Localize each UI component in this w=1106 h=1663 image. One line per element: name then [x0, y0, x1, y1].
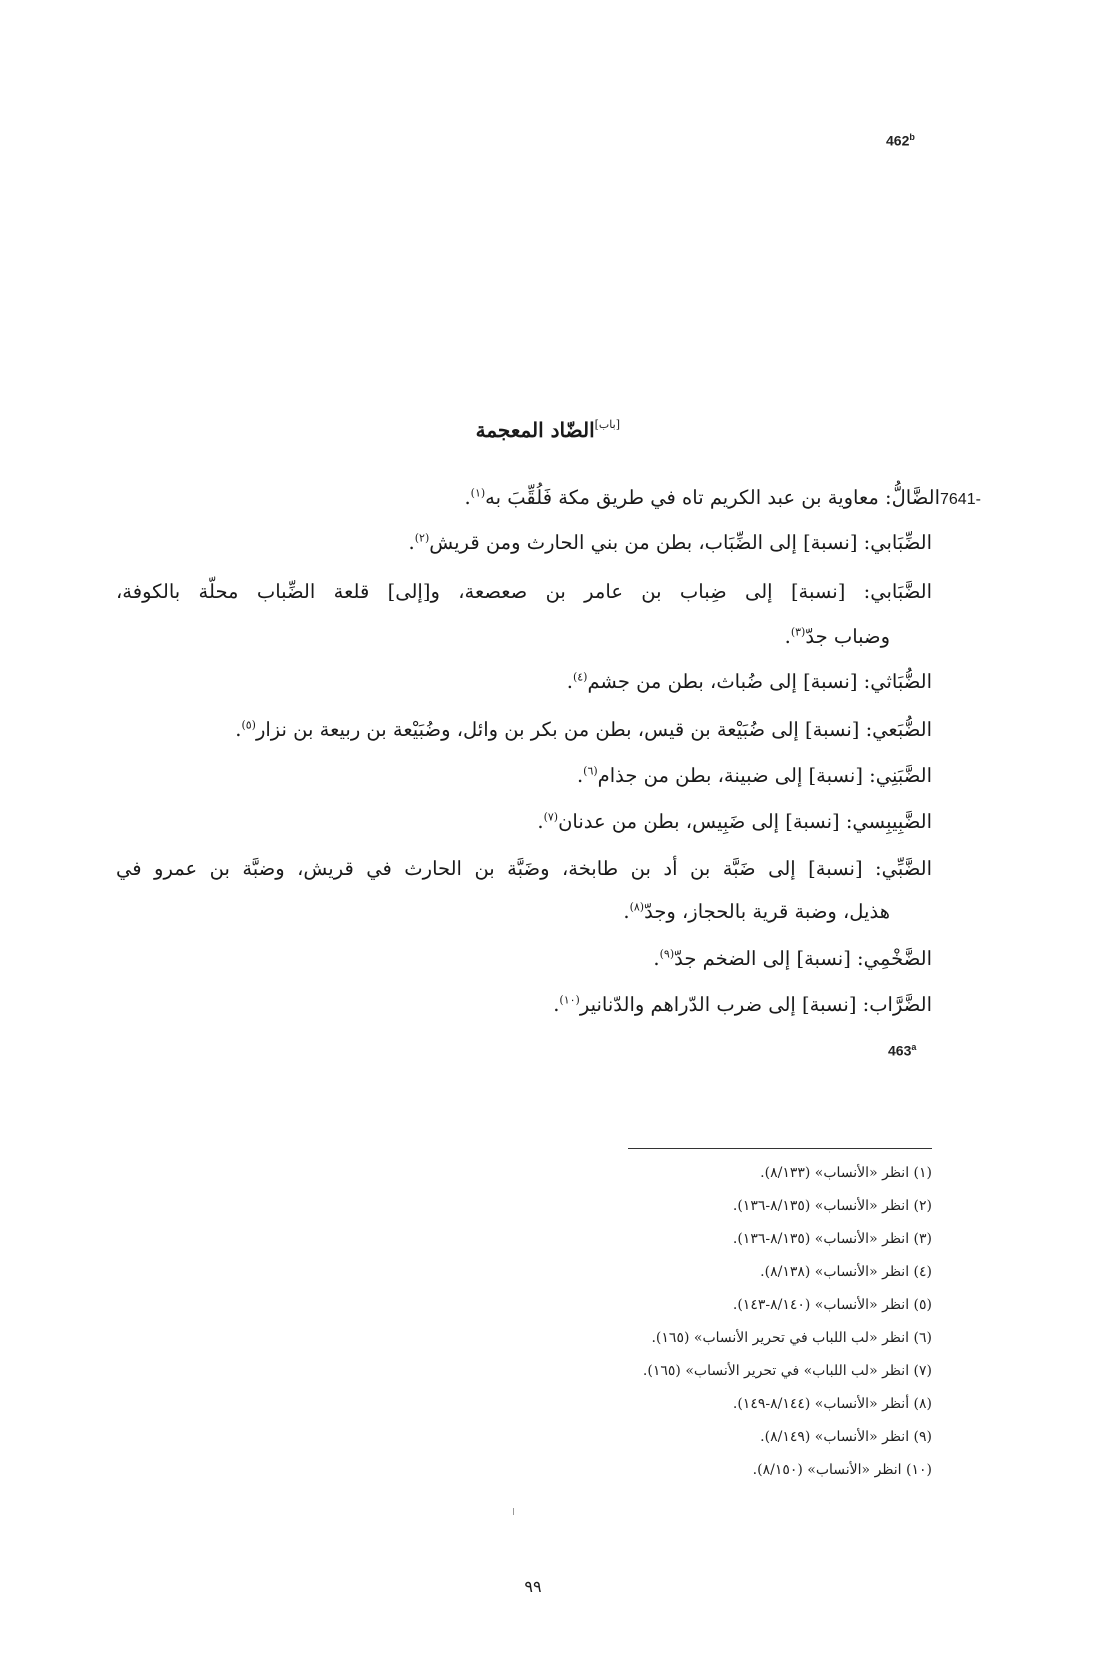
heading-bracket-note: [باب]: [594, 418, 620, 431]
line-text: الضَّبِّي: [نسبة] إلى ضَبَّة بن أد بن طابخة، وضَبَّة بن الحارث في قريش، وضبَّة بن عمرو في: [116, 857, 932, 880]
text-line: [623, 900, 890, 923]
text-line: [235, 718, 932, 741]
section-heading: [300, 418, 620, 442]
footnote-ref: (٩): [659, 947, 675, 961]
text-line: [553, 993, 932, 1016]
text-line: [409, 531, 932, 554]
footnote: (٩) انظر «الأنساب» (٨/١٤٩).: [760, 1429, 932, 1445]
text-line: [653, 947, 932, 970]
line-text: الضَّبَابي: [نسبة] إلى ضِباب بن عامر بن صعصعة، و[إلى] قلعة الضِّباب محلّة بالكوفة،: [116, 580, 932, 603]
line-end: .: [235, 718, 242, 741]
line-end: .: [576, 764, 584, 787]
line-end: .: [537, 810, 544, 833]
footnote: (٨) أنظر «الأنساب» (٨/١٤٤-١٤٩).: [732, 1396, 932, 1412]
footnote-ref: (٥): [241, 718, 256, 732]
line-end: .: [553, 993, 560, 1016]
heading-title: الضّاد المعجمة: [475, 418, 595, 442]
line-text: الضَّخْمِي: [نسبة] إلى الضخم جدّ: [674, 947, 932, 970]
line-text: الضَّالُّ: معاوية بن عبد الكريم تاه في طريق مكة فَلُقِّبَ به: [485, 486, 940, 509]
footnote: (٥) انظر «الأنساب» (٨/١٤٠-١٤٣).: [732, 1297, 932, 1313]
footnote-separator: [628, 1148, 932, 1149]
entry-number: 7641-: [940, 491, 981, 508]
line-text: الضَّرَّاب: [نسبة] إلى ضرب الدّراهم والدّنانير: [579, 993, 932, 1016]
line-text: وضباب جدّ: [805, 625, 890, 648]
footnote: (١٠) انظر «الأنساب» (٨/١٥٠).: [752, 1462, 932, 1478]
footnote: (٦) انظر «لب اللباب في تحرير الأنساب» (١٦٥).: [651, 1330, 932, 1346]
margin-marker-letter: a: [911, 1042, 917, 1052]
text-line: [785, 625, 890, 648]
footnote-ref: (١٠): [559, 993, 580, 1007]
line-text: الضِّبَابي: [نسبة] إلى الضِّبَاب، بطن من بني الحارث ومن قريش: [429, 531, 932, 554]
line-end: .: [408, 531, 415, 554]
margin-marker-number: 463: [888, 1042, 912, 1059]
margin-marker-letter: b: [909, 132, 915, 142]
footnote: (٢) انظر «الأنساب» (٨/١٣٥-١٣٦).: [732, 1198, 932, 1214]
footnote-ref: (٧): [543, 810, 559, 824]
text-line: [567, 670, 932, 693]
scan-speck: [513, 1508, 514, 1515]
text-line: [116, 580, 932, 603]
footnote-ref: (٢): [414, 531, 430, 545]
margin-marker-number: 462: [886, 132, 910, 149]
line-end: .: [464, 486, 471, 509]
footnote: (٤) انظر «الأنساب» (٨/١٣٨).: [760, 1264, 932, 1280]
text-line: [577, 764, 932, 787]
text-line: [537, 810, 932, 833]
footnote-ref: (٤): [572, 670, 588, 684]
line-end: .: [566, 670, 573, 693]
margin-marker-bottom: [888, 1042, 916, 1059]
line-text: الضَّبِيبِسي: [نسبة] إلى ضَبِيس، بطن من عدنان: [558, 810, 932, 833]
margin-marker-top: [886, 132, 915, 149]
line-end: .: [784, 625, 791, 648]
footnote-ref: (٨): [629, 900, 645, 914]
line-end: .: [653, 947, 660, 970]
line-text: الضُّبَاثي: [نسبة] إلى ضُباث، بطن من جشم: [587, 670, 932, 693]
text-line: [116, 857, 932, 880]
footnote-ref: (٦): [583, 764, 598, 778]
text-line: [464, 486, 940, 509]
footnote: (٧) انظر «لب اللباب» في تحرير الأنساب» (١٦٥).: [642, 1363, 932, 1379]
footnote: (٣) انظر «الأنساب» (٨/١٣٥-١٣٦).: [732, 1231, 932, 1247]
footnote: (١) انظر «الأنساب» (٨/١٣٣).: [760, 1165, 932, 1181]
footnote-ref: (٣): [790, 625, 806, 639]
line-text: الضَّبَنِي: [نسبة] إلى ضبينة، بطن من جذام: [597, 764, 932, 787]
footnote-ref: (١): [470, 486, 486, 500]
page-number: ٩٩: [524, 1577, 542, 1596]
line-text: هذيل، وضبة قرية بالحجاز، وجدّ: [644, 900, 890, 923]
line-text: الضُّبَعي: [نسبة] إلى ضُبَيْعة بن قيس، بطن من بكر بن وائل، وضُبَيْعة بن ربيعة بن نزار: [255, 718, 932, 741]
line-end: .: [623, 900, 630, 923]
